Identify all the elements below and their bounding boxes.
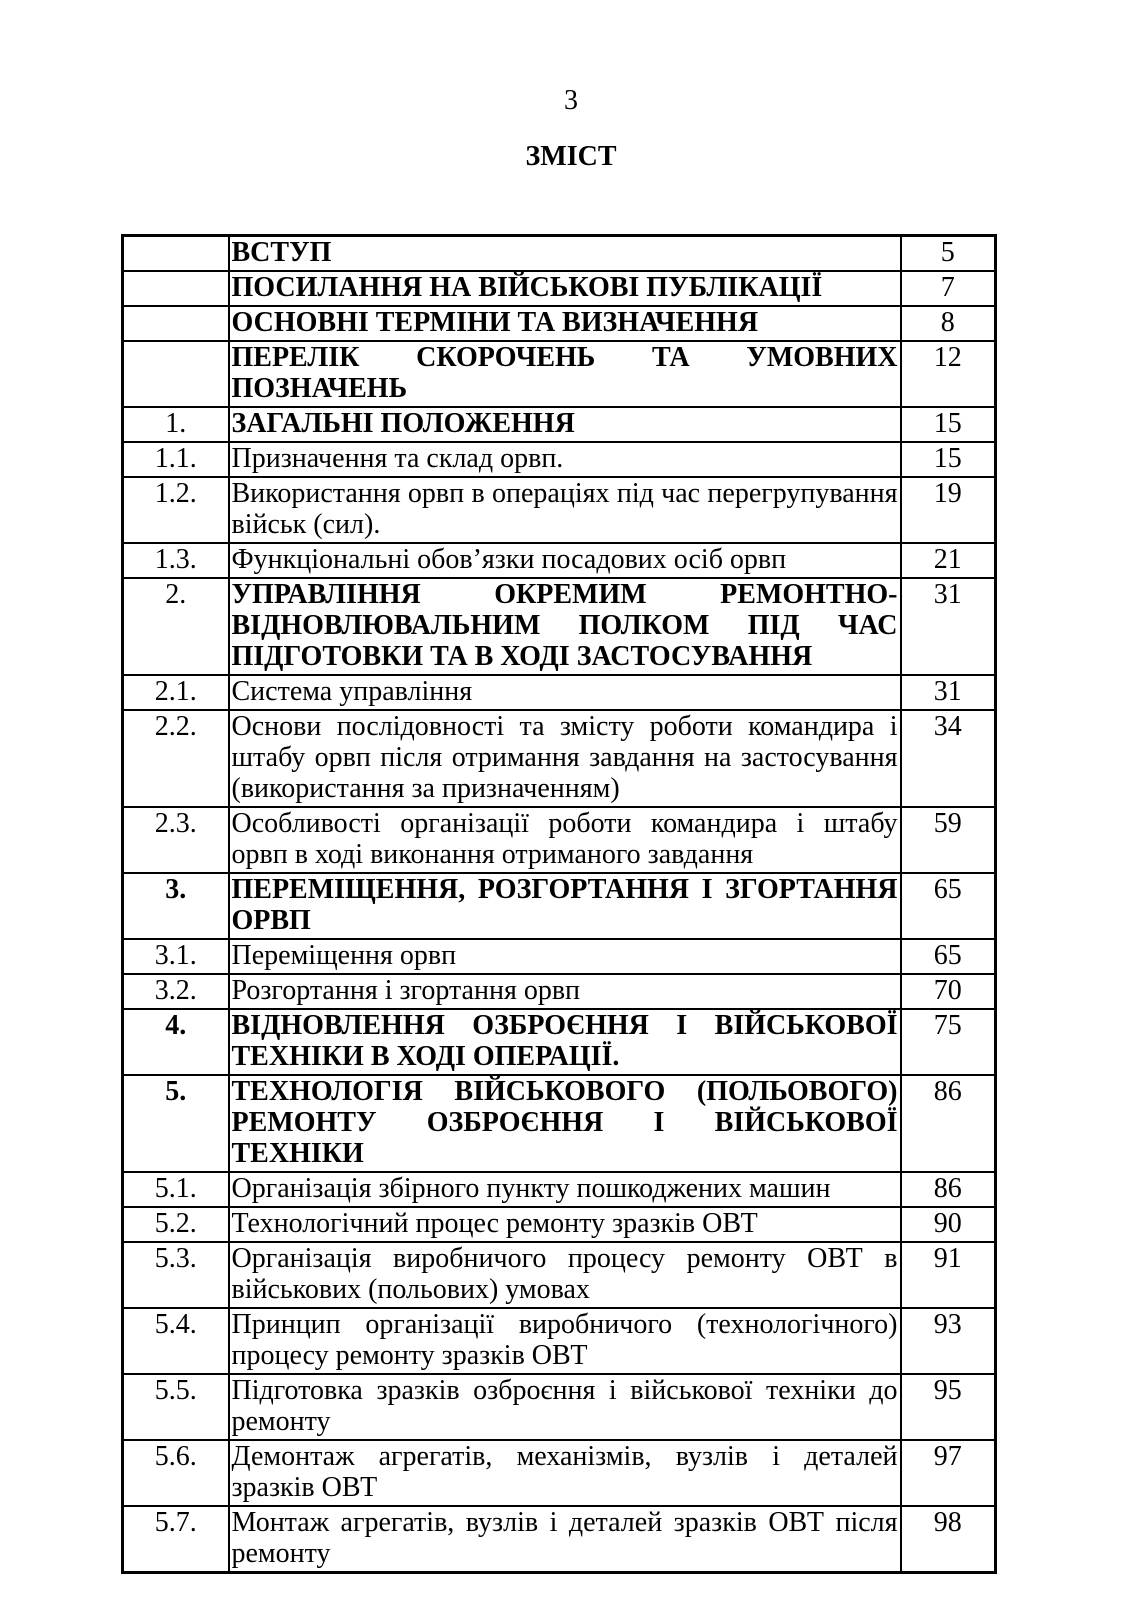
toc-table (121, 234, 997, 1574)
toc-row-page: 21 (901, 543, 996, 578)
toc-row-title: ОСНОВНІ ТЕРМІНИ ТА ВИЗНАЧЕННЯ (229, 306, 901, 341)
toc-row (123, 442, 996, 477)
toc-row-number (123, 341, 229, 407)
toc-row-title: Демонтаж агрегатів, механізмів, вузлів і деталей зразків ОВТ (229, 1440, 901, 1506)
toc-row-page: 59 (901, 807, 996, 873)
toc-row (123, 1207, 996, 1242)
toc-row-number: 5. (123, 1075, 229, 1172)
toc-row-page: 70 (901, 974, 996, 1009)
toc-row (123, 1440, 996, 1506)
toc-row-title: Організація збірного пункту пошкоджених машин (229, 1172, 901, 1207)
page-number: 3 (564, 85, 578, 116)
toc-row-title: Технологічний процес ремонту зразків ОВТ (229, 1207, 901, 1242)
toc-row-number: 5.4. (123, 1308, 229, 1374)
toc-row-title: Функціональні обов’язки посадових осіб орвп (229, 543, 901, 578)
toc-row-title: Система управління (229, 675, 901, 710)
toc-row (123, 939, 996, 974)
toc-row-title: ПОСИЛАННЯ НА ВІЙСЬКОВІ ПУБЛІКАЦІЇ (229, 271, 901, 306)
toc-row (123, 271, 996, 306)
toc-row-title: Призначення та склад орвп. (229, 442, 901, 477)
toc-row-title: ЗАГАЛЬНІ ПОЛОЖЕННЯ (229, 407, 901, 442)
toc-row-title: Використання орвп в операціях під час перегрупування військ (сил). (229, 477, 901, 543)
toc-row-title: Принцип організації виробничого (технологічного) процесу ремонту зразків ОВТ (229, 1308, 901, 1374)
toc-row (123, 974, 996, 1009)
toc-row-number: 1.3. (123, 543, 229, 578)
toc-row-title: ВСТУП (229, 236, 901, 272)
toc-row-number: 3.2. (123, 974, 229, 1009)
toc-row (123, 578, 996, 675)
toc-row-title: Підготовка зразків озброєння і військової техніки до ремонту (229, 1374, 901, 1440)
toc-row-page: 8 (901, 306, 996, 341)
toc-row-page: 75 (901, 1009, 996, 1075)
toc-row-title: Розгортання і згортання орвп (229, 974, 901, 1009)
toc-row-number: 2. (123, 578, 229, 675)
toc-row-page: 31 (901, 675, 996, 710)
toc-row (123, 1506, 996, 1573)
toc-row-number: 5.7. (123, 1506, 229, 1573)
toc-row-number: 2.2. (123, 710, 229, 807)
toc-row (123, 477, 996, 543)
toc-row-number: 4. (123, 1009, 229, 1075)
toc-row-page: 19 (901, 477, 996, 543)
toc-row (123, 407, 996, 442)
toc-row-number: 1.2. (123, 477, 229, 543)
toc-row-page: 65 (901, 873, 996, 939)
toc-row (123, 1075, 996, 1172)
toc-row-number: 2.3. (123, 807, 229, 873)
toc-row-page: 31 (901, 578, 996, 675)
toc-row-title: Переміщення орвп (229, 939, 901, 974)
toc-row (123, 1242, 996, 1308)
toc-row (123, 306, 996, 341)
toc-row-title: ПЕРЕЛІК СКОРОЧЕНЬ ТА УМОВНИХ ПОЗНАЧЕНЬ (229, 341, 901, 407)
toc-row-title: Основи послідовності та змісту роботи командира і штабу орвп після отримання завдання на застосування (використання за призначенням) (229, 710, 901, 807)
toc-row (123, 543, 996, 578)
toc-row-number: 2.1. (123, 675, 229, 710)
toc-row-number: 3.1. (123, 939, 229, 974)
toc-row-page: 98 (901, 1506, 996, 1573)
toc-row-number: 1.1. (123, 442, 229, 477)
toc-row-number: 5.2. (123, 1207, 229, 1242)
toc-row-title: ПЕРЕМІЩЕННЯ, РОЗГОРТАННЯ І ЗГОРТАННЯ ОРВП (229, 873, 901, 939)
toc-row-page: 12 (901, 341, 996, 407)
toc-row (123, 873, 996, 939)
toc-row-page: 34 (901, 710, 996, 807)
toc-row-number: 5.6. (123, 1440, 229, 1506)
toc-row-number (123, 271, 229, 306)
toc-row-title: ВІДНОВЛЕННЯ ОЗБРОЄННЯ І ВІЙСЬКОВОЇ ТЕХНІКИ В ХОДІ ОПЕРАЦІЇ. (229, 1009, 901, 1075)
toc-row-page: 65 (901, 939, 996, 974)
toc-row-page: 86 (901, 1075, 996, 1172)
toc-row (123, 675, 996, 710)
toc-row-title: УПРАВЛІННЯ ОКРЕМИМ РЕМОНТНО-ВІДНОВЛЮВАЛЬНИМ ПОЛКОМ ПІД ЧАС ПІДГОТОВКИ ТА В ХОДІ ЗАСТОСУВАННЯ (229, 578, 901, 675)
toc-row-number: 1. (123, 407, 229, 442)
toc-row-title: Монтаж агрегатів, вузлів і деталей зразків ОВТ після ремонту (229, 1506, 901, 1573)
toc-row-number: 5.5. (123, 1374, 229, 1440)
toc-row-page: 93 (901, 1308, 996, 1374)
toc-row (123, 236, 996, 272)
toc-row-page: 15 (901, 442, 996, 477)
toc-row-number: 5.1. (123, 1172, 229, 1207)
toc-row-page: 97 (901, 1440, 996, 1506)
toc-row-title: Особливості організації роботи командира і штабу орвп в ході виконання отриманого завдання (229, 807, 901, 873)
toc-row-page: 86 (901, 1172, 996, 1207)
toc-row (123, 341, 996, 407)
toc-row-number: 5.3. (123, 1242, 229, 1308)
toc-row-number: 3. (123, 873, 229, 939)
page-title: ЗМІСТ (525, 141, 617, 172)
toc-row-page: 7 (901, 271, 996, 306)
toc-row-page: 5 (901, 236, 996, 272)
toc-row (123, 1172, 996, 1207)
toc-row (123, 1009, 996, 1075)
toc-row (123, 1308, 996, 1374)
toc-row-number (123, 306, 229, 341)
toc-row (123, 710, 996, 807)
toc-row (123, 807, 996, 873)
toc-row-title: ТЕХНОЛОГІЯ ВІЙСЬКОВОГО (ПОЛЬОВОГО) РЕМОНТУ ОЗБРОЄННЯ І ВІЙСЬКОВОЇ ТЕХНІКИ (229, 1075, 901, 1172)
toc-row (123, 1374, 996, 1440)
toc-row-title: Організація виробничого процесу ремонту ОВТ в військових (польових) умовах (229, 1242, 901, 1308)
toc-table-body (123, 236, 996, 1573)
toc-row-page: 91 (901, 1242, 996, 1308)
toc-row-page: 15 (901, 407, 996, 442)
toc-row-page: 90 (901, 1207, 996, 1242)
toc-row-number (123, 236, 229, 272)
toc-row-page: 95 (901, 1374, 996, 1440)
